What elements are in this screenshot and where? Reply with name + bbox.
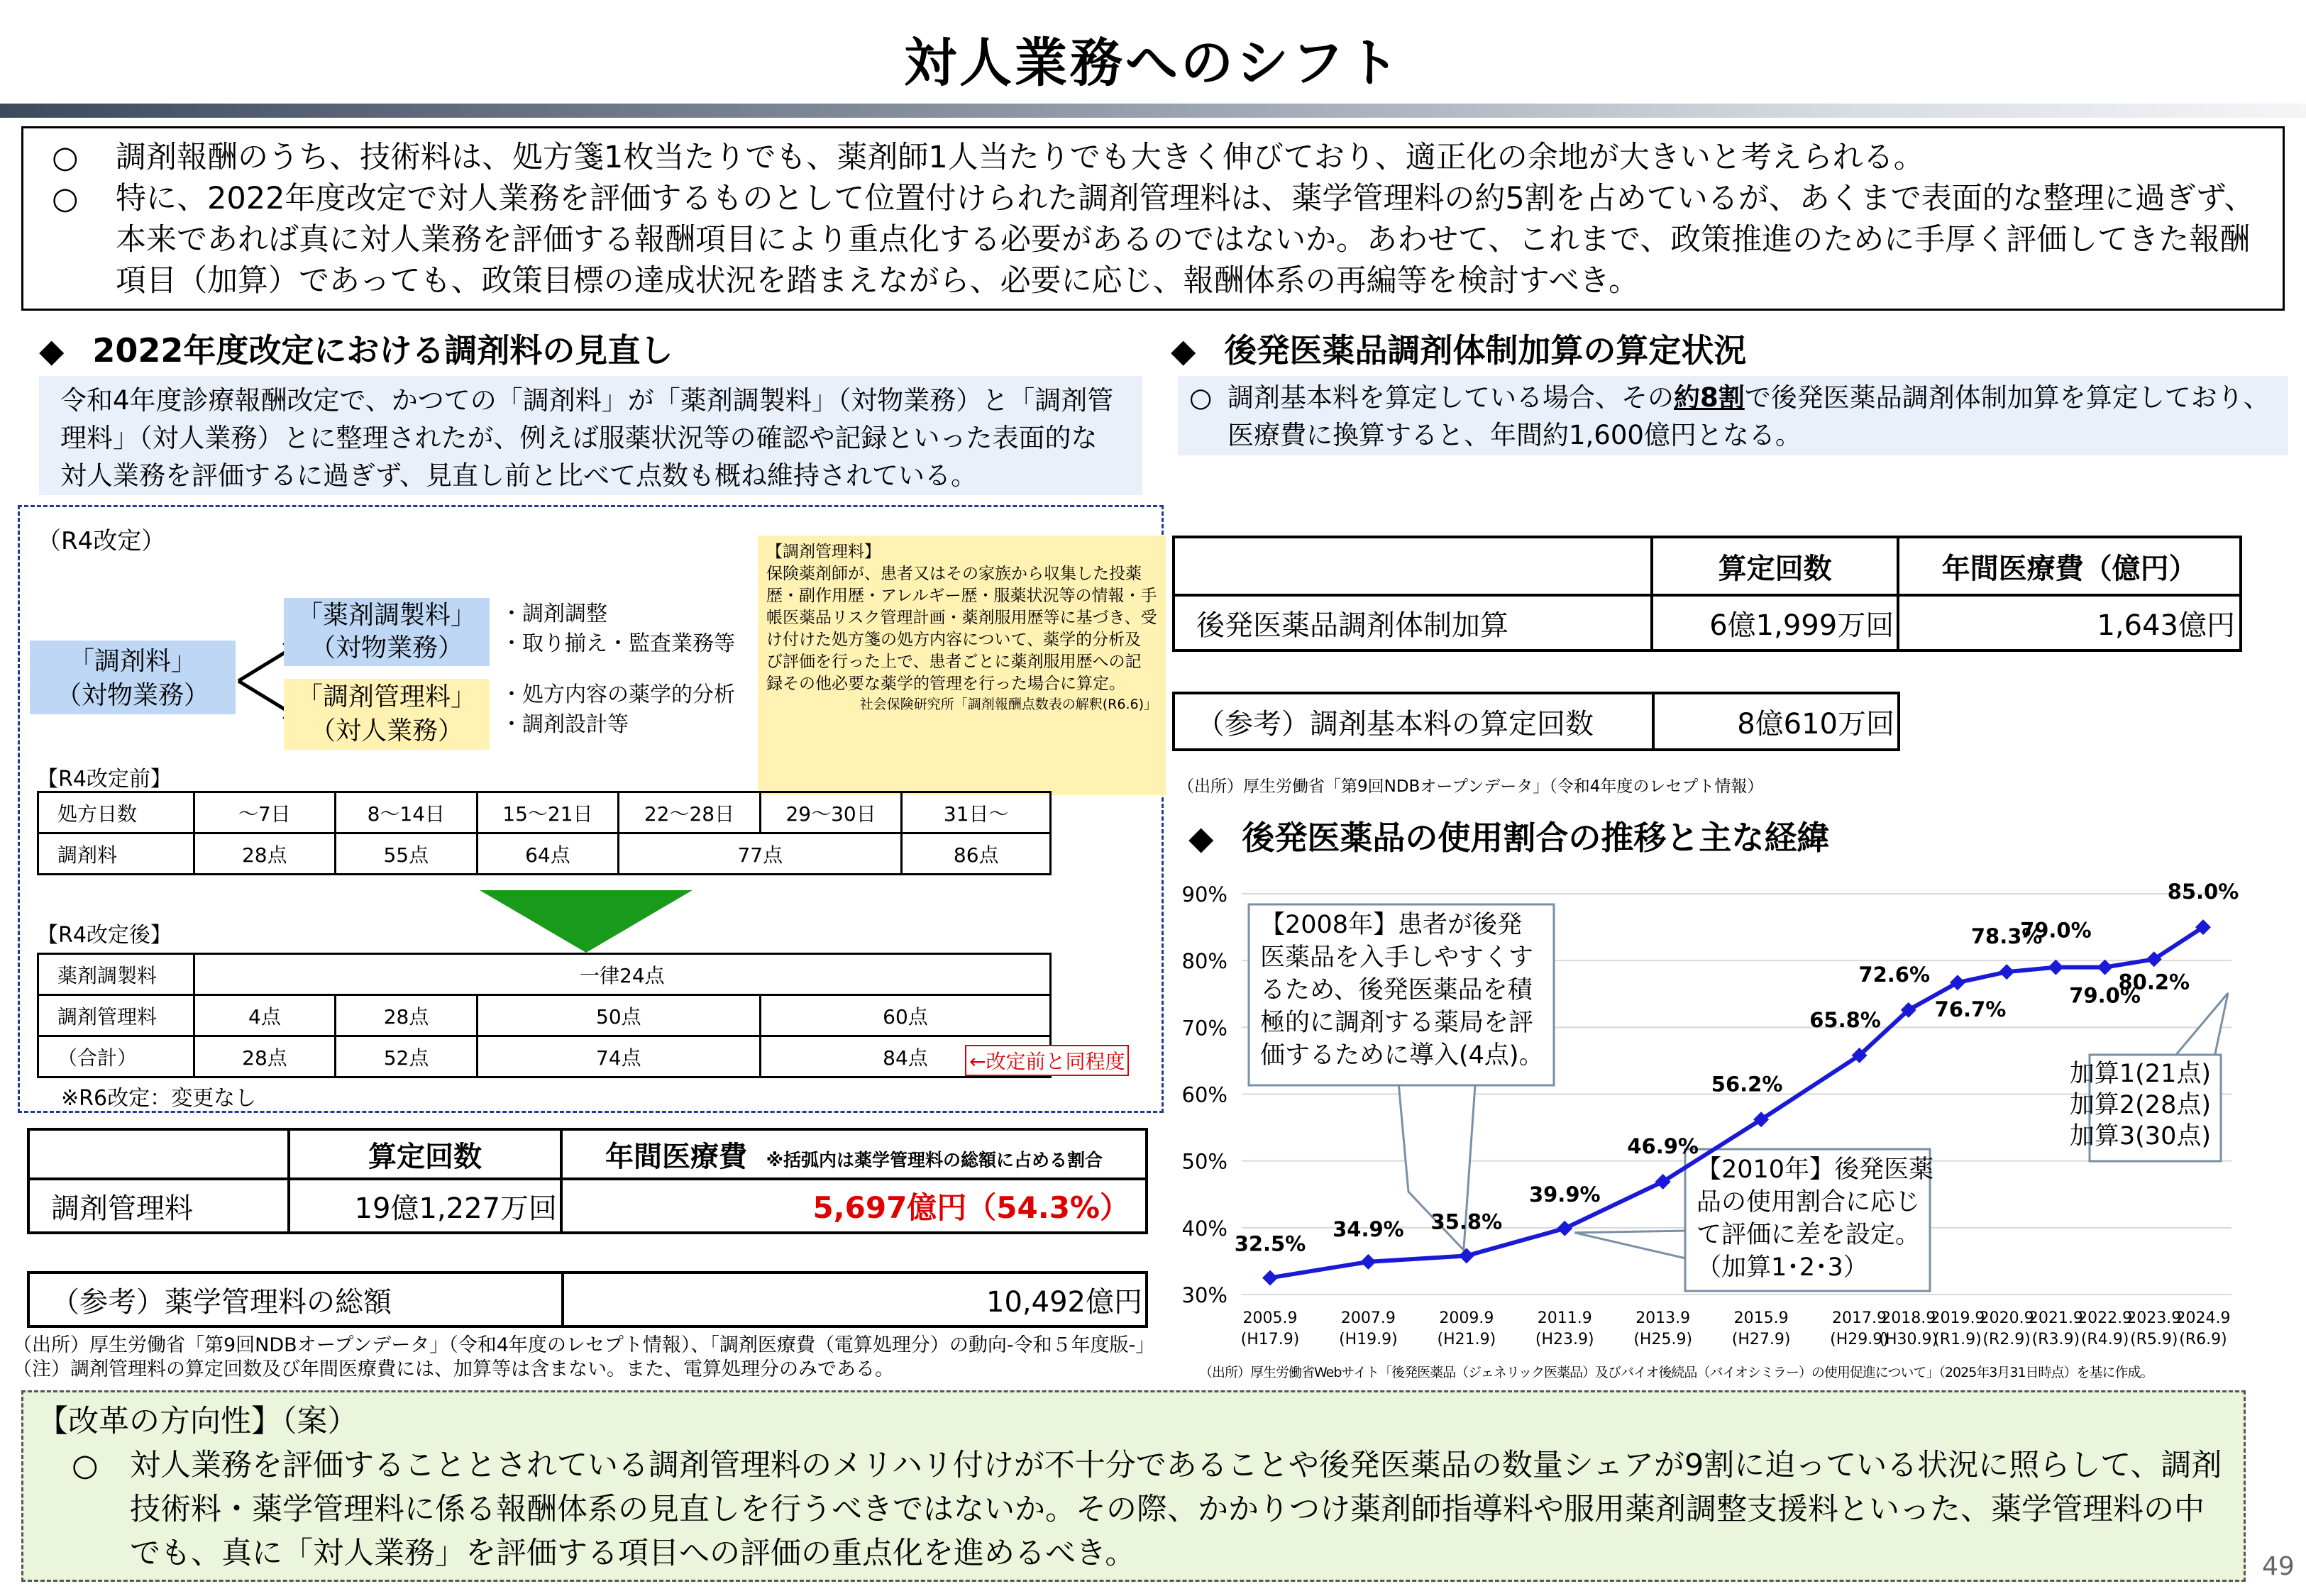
- data-label: 72.6%: [1858, 962, 1931, 987]
- down-arrow-icon: [480, 890, 693, 954]
- data-label: 85.0%: [2167, 880, 2239, 904]
- box2-item: ・処方内容の薬学的分析: [501, 682, 735, 707]
- callout-line: 加算2(28点): [2069, 1091, 2211, 1119]
- left-footnote: （注）調剤管理料の算定回数及び年間医療費には、加算等は含まない。また、電算処理分のみである。: [13, 1358, 894, 1380]
- header-text: 年間医療費: [605, 1140, 747, 1173]
- table-cell: 調剤管理料: [38, 995, 194, 1036]
- data-label: 79.0%: [2069, 983, 2141, 1008]
- table-cell: 86点: [902, 833, 1051, 875]
- table-cell: 19億1,227万回: [289, 1179, 561, 1233]
- right-heading-text: 後発医薬品調剤体制加算の算定状況: [1224, 331, 1747, 370]
- table-row: [1174, 693, 1899, 750]
- data-point: [1999, 964, 2014, 980]
- callout-line: 価するために導入(4点)。: [1260, 1041, 1544, 1070]
- x-tick-label: (R4.9): [2080, 1331, 2129, 1348]
- x-axis-ticks: [1241, 1309, 2231, 1348]
- x-tick-label: (H29.9): [1830, 1331, 1889, 1348]
- table-row: [38, 995, 1051, 1036]
- x-tick-label: 2021.9: [2028, 1309, 2083, 1327]
- data-point: [1459, 1248, 1474, 1263]
- y-tick-label: 90%: [1181, 882, 1228, 907]
- table-cell: 29〜30日: [760, 792, 902, 833]
- callout-line: 加算3(30点): [2069, 1122, 2211, 1151]
- bullet-circle: ○: [72, 1448, 99, 1483]
- data-label: 76.7%: [1934, 997, 2007, 1022]
- data-label: 34.9%: [1333, 1217, 1404, 1241]
- generic-addition-table: [1172, 536, 2242, 652]
- right-section-heading: [1171, 325, 1746, 372]
- callout-line: （加算1･2･3）: [1697, 1253, 1868, 1282]
- same-level-annotation: ←改定前と同程度: [965, 1045, 1129, 1076]
- bullet-circle: ○: [52, 181, 79, 216]
- right-source: （出所）厚生労働省「第9回NDBオープンデータ」（令和4年度のレセプト情報）: [1178, 777, 1764, 796]
- definition-title: 【調剤管理料】: [766, 543, 881, 561]
- table-cell: 28点: [194, 833, 336, 875]
- box1-item: ・調剤調整: [501, 602, 607, 626]
- table-cell: （参考）調剤基本料の算定回数: [1174, 693, 1653, 750]
- data-label: 79.0%: [2020, 918, 2092, 943]
- dispensing-management-fee-box: [284, 679, 490, 750]
- table-cell: 8〜14日: [336, 792, 478, 833]
- x-tick-label: 2024.9: [2175, 1309, 2231, 1327]
- reform-direction-box: [21, 1390, 2246, 1582]
- x-tick-label: (R1.9): [1933, 1331, 1982, 1348]
- table-cell: 64点: [477, 833, 619, 875]
- data-label: 78.3%: [1970, 924, 2043, 949]
- callout-line: るため、後発医薬品を積: [1260, 976, 1533, 1004]
- before-label: 【R4改定前】: [37, 767, 172, 792]
- callout-2008: [1249, 904, 1554, 1250]
- y-tick-label: 40%: [1181, 1216, 1228, 1241]
- table-row: [1174, 537, 2241, 595]
- x-tick-label: (H21.9): [1437, 1331, 1496, 1348]
- data-label: 32.5%: [1234, 1231, 1306, 1256]
- r4-revision-panel: [18, 505, 1164, 1113]
- table-cell: 調剤料: [38, 833, 194, 875]
- x-tick-label: (H19.9): [1339, 1331, 1398, 1348]
- box2-items: [501, 680, 735, 740]
- intro-item: [38, 137, 2268, 178]
- title-underline-bar: [0, 104, 2306, 118]
- x-tick-label: (H17.9): [1240, 1331, 1300, 1348]
- intro-item-text: 調剤報酬のうち、技術料は、処方箋1枚当たりでも、薬剤師1人当たりでも大きく伸びており、適正化の余地が大きいと考えられる。: [116, 140, 1924, 175]
- table-cell: 84点: [760, 1036, 1050, 1077]
- data-label: 65.8%: [1809, 1007, 1881, 1032]
- x-tick-label: 2005.9: [1242, 1309, 1298, 1327]
- table-row: [38, 954, 1051, 995]
- left-section-heading: [39, 325, 673, 372]
- table-row: [38, 1036, 1051, 1077]
- data-point: [1262, 1270, 1278, 1285]
- table-header: 年間医療費（億円）: [1898, 537, 2241, 595]
- x-tick-label: (R6.9): [2179, 1331, 2227, 1348]
- y-tick-label: 70%: [1181, 1016, 1228, 1041]
- x-tick-label: (R5.9): [2130, 1331, 2178, 1348]
- data-label: 80.2%: [2118, 970, 2190, 994]
- definition-text: 保険薬剤師が、患者又はその家族から収集した投薬歴・副作用歴・アレルギー歴・服薬状況等の情報・手帳医薬品リスク管理計画・薬剤服用歴等に基づき、受け付けた処方箋の処方内容について、薬学的分析及び評価を行った上で、患者ごとに薬剤服用歴への記録その他必要な薬学的管理を行った場合に算定。: [766, 565, 1157, 693]
- box-line: 「調剤管理料」: [297, 682, 476, 711]
- bullet-circle: ○: [1189, 382, 1213, 413]
- data-label: 46.9%: [1627, 1134, 1699, 1158]
- left-note: 令和4年度診療報酬改定で、かつての「調剤料」が「薬剤調製料」（対物業務）と「調剤管理料」（対人業務）とに整理されたが、例えば服薬状況等の確認や記録といった表面的な対人業務を評価するに過ぎず、見直し前と比べて点数も概ね維持されている。: [39, 376, 1142, 495]
- table-cell: 10,492億円: [563, 1273, 1147, 1326]
- x-tick-label: 2023.9: [2126, 1309, 2182, 1327]
- table-cell: 28点: [336, 995, 478, 1036]
- table-header: 算定回数: [289, 1129, 561, 1179]
- table-row: [38, 833, 1051, 875]
- table-cell: 31日〜: [902, 792, 1051, 833]
- table-row: [28, 1129, 1147, 1179]
- chart-section-heading: [1188, 812, 1829, 859]
- callout-line: 医薬品を入手しやすくす: [1260, 943, 1534, 972]
- callout-2010: [1574, 1149, 1933, 1291]
- x-tick-label: (R3.9): [2031, 1331, 2080, 1348]
- left-source: （出所）厚生労働省「第9回NDBオープンデータ」（令和4年度のレセプト情報）、「調剤医療費（電算処理分）の動向-令和５年度版-」: [13, 1334, 1155, 1356]
- box-line: 「調剤料」: [68, 647, 197, 676]
- bullet-circle: ○: [52, 140, 79, 175]
- x-tick-label: 2009.9: [1439, 1309, 1494, 1327]
- box-line: （対物業務）: [309, 633, 463, 663]
- x-tick-label: 2013.9: [1635, 1309, 1691, 1327]
- y-tick-label: 80%: [1181, 949, 1228, 974]
- table-cell: 55点: [336, 833, 478, 875]
- header-note: ※括弧内は薬学管理料の総額に占める割合: [766, 1149, 1103, 1170]
- diamond-icon: ◆: [39, 331, 65, 370]
- y-tick-label: 60%: [1181, 1082, 1228, 1107]
- table-cell: （合計）: [38, 1036, 194, 1077]
- intro-item: [38, 178, 2268, 301]
- x-tick-label: 2017.9: [1832, 1309, 1887, 1327]
- x-tick-label: (H23.9): [1535, 1331, 1594, 1348]
- box2-item: ・調剤設計等: [501, 712, 629, 737]
- callout-line: て評価に差を設定。: [1697, 1221, 1921, 1249]
- x-tick-label: 2019.9: [1930, 1309, 1985, 1327]
- data-point: [1360, 1254, 1376, 1270]
- table-cell: 8億610万回: [1653, 693, 1899, 750]
- chart-heading-text: 後発医薬品の使用割合の推移と主な経緯: [1242, 819, 1830, 857]
- table-cell: 4点: [194, 995, 336, 1036]
- note-text: 調剤基本料を算定している場合、その: [1228, 382, 1674, 413]
- callout-line: 品の使用割合に応じ: [1697, 1188, 1921, 1217]
- after-revision-table: [37, 953, 1052, 1078]
- diamond-icon: ◆: [1171, 331, 1196, 370]
- table-cell: 50点: [477, 995, 760, 1036]
- x-tick-label: 2007.9: [1340, 1309, 1396, 1327]
- x-tick-label: 2018.9: [1881, 1309, 1936, 1327]
- x-tick-label: (H25.9): [1633, 1331, 1693, 1348]
- table-cell: （参考）薬学管理料の総額: [28, 1273, 563, 1326]
- definition-source: 社会保険研究所「調剤報酬点数表の解釈(R6.6)」: [859, 697, 1157, 712]
- old-dispensing-fee-box: [30, 641, 236, 714]
- generic-usage-line-chart: [1164, 862, 2260, 1351]
- x-tick-label: (H30.9): [1879, 1331, 1938, 1348]
- data-label: 56.2%: [1711, 1072, 1783, 1097]
- x-tick-label: (R2.9): [1982, 1331, 2031, 1348]
- table-cell: 52点: [336, 1036, 478, 1077]
- table-cell: [28, 1129, 289, 1179]
- box1-item: ・取り揃え・監査業務等: [501, 631, 735, 656]
- intro-box: [21, 126, 2285, 311]
- data-point: [1557, 1221, 1572, 1236]
- table-header: [561, 1129, 1147, 1179]
- table-row: [38, 792, 1051, 833]
- right-note: [1178, 376, 2288, 455]
- callout-line: 【2008年】患者が後発: [1260, 911, 1523, 939]
- page-number: 49: [2262, 1552, 2295, 1581]
- reform-title: 【改革の方向性】（案）: [38, 1404, 358, 1439]
- drug-preparation-fee-box: [284, 598, 490, 666]
- data-label: 39.9%: [1528, 1182, 1601, 1207]
- reform-text: 対人業務を評価することとされている調剤管理料のメリハリ付けが不十分であることや後発医薬品の数量シェアが9割に迫っている状況に照らして、調剤技術料・薬学管理料に係る報酬体系の見直しを行うべきではないか。その際、かかりつけ薬剤師指導料や服用薬剤調整支援料といった、薬学管理料の中でも、真に「対人業務」を評価する項目への評価の重点化を進めるべき。: [130, 1448, 2222, 1571]
- x-tick-label: 2011.9: [1537, 1309, 1592, 1327]
- definition-note: [758, 536, 1166, 795]
- reform-item: [38, 1443, 2229, 1575]
- callout-line: 【2010年】後発医薬: [1697, 1156, 1934, 1184]
- table-cell: 5,697億円（54.3%）: [561, 1179, 1147, 1233]
- table-cell: 15〜21日: [477, 792, 619, 833]
- table-row: [28, 1273, 1147, 1326]
- box-line: （対物業務）: [55, 681, 209, 710]
- table-cell: 処方日数: [38, 792, 194, 833]
- box1-items: [501, 599, 735, 659]
- y-tick-label: 30%: [1181, 1283, 1228, 1307]
- data-label: 35.8%: [1430, 1209, 1503, 1234]
- table-header: 算定回数: [1652, 537, 1898, 595]
- table-cell: 一律24点: [194, 954, 1050, 995]
- table-cell: 薬剤調製料: [38, 954, 194, 995]
- before-revision-table: [37, 791, 1052, 875]
- table-cell: 22〜28日: [619, 792, 761, 833]
- table-cell: 調剤管理料: [28, 1179, 289, 1233]
- table-cell: [1174, 537, 1652, 595]
- table-cell: 6億1,999万回: [1652, 595, 1898, 650]
- data-point: [2048, 960, 2063, 975]
- intro-item-text: 特に、2022年度改定で対人業務を評価するものとして位置付けられた調剤管理料は、薬学管理料の約5割を占めているが、あくまで表面的な整理に過ぎず、本来であれば真に対人業務を評価する報酬項目により重点化する必要があるのではないか。あわせて、これまで、政策推進のために手厚く評価してきた報酬項目（加算）であっても、政策目標の達成状況を踏まえながら、必要に応じ、報酬体系の再編等を検討すべき。: [116, 181, 2255, 299]
- note-text: で後発医薬品調剤体制加算を算定しており、医療費に換算すると、年間約1,600億円となる。: [1228, 382, 2270, 450]
- y-axis-ticks: [1182, 882, 1228, 1307]
- callout-additions: [2070, 993, 2228, 1161]
- x-tick-label: 2022.9: [2078, 1309, 2133, 1327]
- callout-line: 加算1(21点): [2069, 1060, 2211, 1088]
- x-tick-label: 2020.9: [1979, 1309, 2034, 1327]
- dispensing-mgmt-fee-table: [27, 1128, 1148, 1234]
- callout-line: 極的に調剤する薬局を評: [1260, 1009, 1534, 1037]
- r4-label: （R4改定）: [37, 527, 166, 555]
- x-tick-label: 2015.9: [1733, 1309, 1789, 1327]
- box-line: 「薬剤調製料」: [297, 601, 476, 630]
- table-cell: 74点: [477, 1036, 760, 1077]
- y-tick-label: 50%: [1181, 1149, 1228, 1174]
- r6-note: ※R6改定：変更なし: [61, 1086, 257, 1111]
- box-line: （対人業務）: [309, 716, 463, 746]
- pharm-mgmt-total-table: [27, 1271, 1148, 1328]
- table-cell: 28点: [194, 1036, 336, 1077]
- table-cell: 77点: [619, 833, 902, 875]
- chart-source: （出所）厚生労働省Webサイト「後発医薬品（ジェネリック医薬品）及びバイオ後続品（バイオシミラー）の使用促進について」（2025年3月31日時点）を基に作成。: [1199, 1365, 2153, 1380]
- table-cell: 1,643億円: [1898, 595, 2241, 650]
- table-cell: 後発医薬品調剤体制加算: [1174, 595, 1652, 650]
- basic-fee-count-table: [1172, 692, 1900, 751]
- callout-tail: [1574, 1231, 1689, 1259]
- table-row: [28, 1179, 1147, 1233]
- table-cell: 〜7日: [194, 792, 336, 833]
- note-emphasis: 約8割: [1674, 382, 1745, 413]
- table-row: [1174, 595, 2241, 650]
- table-cell: 60点: [760, 995, 1050, 1036]
- x-tick-label: (H27.9): [1731, 1331, 1791, 1348]
- left-heading-text: 2022年度改定における調剤料の見直し: [92, 331, 673, 370]
- data-point: [2097, 960, 2113, 975]
- diamond-icon: ◆: [1188, 819, 1214, 857]
- page-title: 対人業務へのシフト: [904, 33, 1402, 94]
- after-label: 【R4改定後】: [37, 923, 172, 948]
